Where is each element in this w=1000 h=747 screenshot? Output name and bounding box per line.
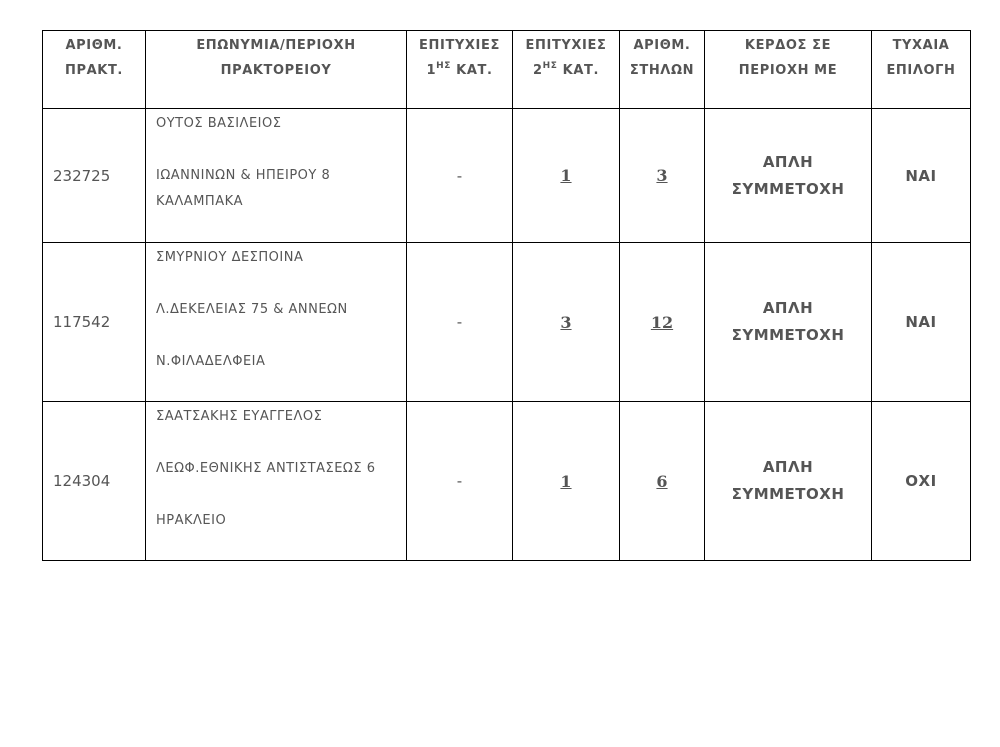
- agency-number-cell: 124304: [43, 402, 146, 561]
- agency-spacer: [156, 137, 406, 163]
- agency-address: ΙΩΑΝΝΙΝΩΝ & ΗΠΕΙΡΟΥ 8: [156, 168, 331, 183]
- header-second-category-wins: [513, 31, 620, 109]
- columns-count-link[interactable]: 12: [650, 312, 674, 332]
- second-category-cell: [513, 109, 620, 243]
- area-gain-cell: [705, 402, 872, 561]
- random-pick-cell: ΝΑΙ: [872, 243, 971, 402]
- second-category-link[interactable]: 3: [560, 312, 572, 332]
- agency-area: ΗΡΑΚΛΕΙΟ: [156, 513, 227, 528]
- columns-count-cell: [620, 243, 705, 402]
- first-category-cell: -: [407, 243, 513, 402]
- header-line: ΑΡΙΘΜ.: [633, 38, 691, 53]
- area-gain-cell: [705, 243, 872, 402]
- header-random-pick: [872, 31, 971, 109]
- header-agency-number: [43, 31, 146, 109]
- agency-spacer: [156, 482, 406, 508]
- table-row: [43, 109, 971, 243]
- gain-text: ΣΥΜΜΕΤΟΧΗ: [731, 179, 845, 198]
- agency-address: Λ.ΔΕΚΕΛΕΙΑΣ 75 & ΑΝΝΕΩΝ: [156, 302, 348, 317]
- header-first-category-wins: [407, 31, 513, 109]
- header-line: $2^{H\Sigma}$ ΚΑΤ.: [532, 60, 599, 78]
- columns-count-cell: [620, 109, 705, 243]
- columns-count-cell: [620, 402, 705, 561]
- header-line: $1^{H\Sigma}$ ΚΑΤ.: [426, 60, 493, 78]
- table-row: [43, 243, 971, 402]
- agency-spacer: [156, 430, 406, 456]
- header-line: ΕΠΙΤΥΧΙΕΣ: [525, 38, 607, 53]
- winners-table: [42, 30, 971, 561]
- header-area-gain: [705, 31, 872, 109]
- agency-number-cell: 232725: [43, 109, 146, 243]
- area-gain-cell: [705, 109, 872, 243]
- header-line: ΑΡΙΘΜ.: [65, 38, 123, 53]
- agency-area: Ν.ΦΙΛΑΔΕΛΦΕΙΑ: [156, 354, 266, 369]
- gain-text: ΣΥΜΜΕΤΟΧΗ: [731, 326, 845, 344]
- agency-info-cell: [146, 243, 407, 402]
- agency-name: ΣΜΥΡΝΙΟΥ ΔΕΣΠΟΙΝΑ: [156, 250, 304, 265]
- table-row: [43, 402, 971, 561]
- columns-count-link[interactable]: 3: [656, 166, 668, 185]
- header-line: ΕΠΙΤΥΧΙΕΣ: [419, 38, 500, 53]
- gain-text: ΑΠΛΗ: [762, 152, 814, 171]
- header-line: ΚΕΡΔΟΣ ΣΕ: [744, 38, 832, 53]
- agency-spacer: [156, 323, 406, 349]
- header-line: ΣΤΗΛΩΝ: [629, 63, 695, 78]
- agency-name: ΟΥΤΟΣ ΒΑΣΙΛΕΙΟΣ: [156, 116, 282, 131]
- second-category-link[interactable]: 1: [560, 166, 572, 185]
- second-category-cell: [513, 402, 620, 561]
- header-row: [43, 31, 971, 109]
- agency-name: ΣΑΑΤΣΑΚΗΣ ΕΥΑΓΓΕΛΟΣ: [156, 409, 323, 424]
- agency-info-cell: [146, 109, 407, 243]
- header-line: ΤΥΧΑΙΑ: [892, 38, 950, 53]
- agency-area: ΚΑΛΑΜΠΑΚΑ: [156, 194, 244, 209]
- gain-text: ΑΠΛΗ: [762, 299, 814, 317]
- random-pick-cell: ΟΧΙ: [872, 402, 971, 561]
- agency-spacer: [156, 271, 406, 297]
- first-category-cell: -: [407, 402, 513, 561]
- header-line: ΠΡΑΚΤ.: [65, 63, 123, 78]
- header-line: ΠΡΑΚΤΟΡΕΙΟΥ: [220, 63, 332, 78]
- agency-address: ΛΕΩΦ.ΕΘΝΙΚΗΣ ΑΝΤΙΣΤΑΣΕΩΣ 6: [156, 461, 376, 476]
- gain-text: ΑΠΛΗ: [762, 458, 814, 476]
- random-pick-cell: ΝΑΙ: [872, 109, 971, 243]
- header-agency-name-area: [146, 31, 407, 109]
- header-line: ΕΠΙΛΟΓΗ: [886, 63, 956, 78]
- header-columns-count: [620, 31, 705, 109]
- first-category-cell: -: [407, 109, 513, 243]
- header-line: ΠΕΡΙΟΧΗ ΜΕ: [738, 63, 838, 78]
- columns-count-link[interactable]: 6: [656, 471, 668, 491]
- agency-info-cell: [146, 402, 407, 561]
- gain-text: ΣΥΜΜΕΤΟΧΗ: [731, 485, 845, 503]
- second-category-cell: [513, 243, 620, 402]
- header-line: ΕΠΩΝΥΜΙΑ/ΠΕΡΙΟΧΗ: [196, 38, 356, 53]
- agency-number-cell: 117542: [43, 243, 146, 402]
- second-category-link[interactable]: 1: [560, 471, 572, 491]
